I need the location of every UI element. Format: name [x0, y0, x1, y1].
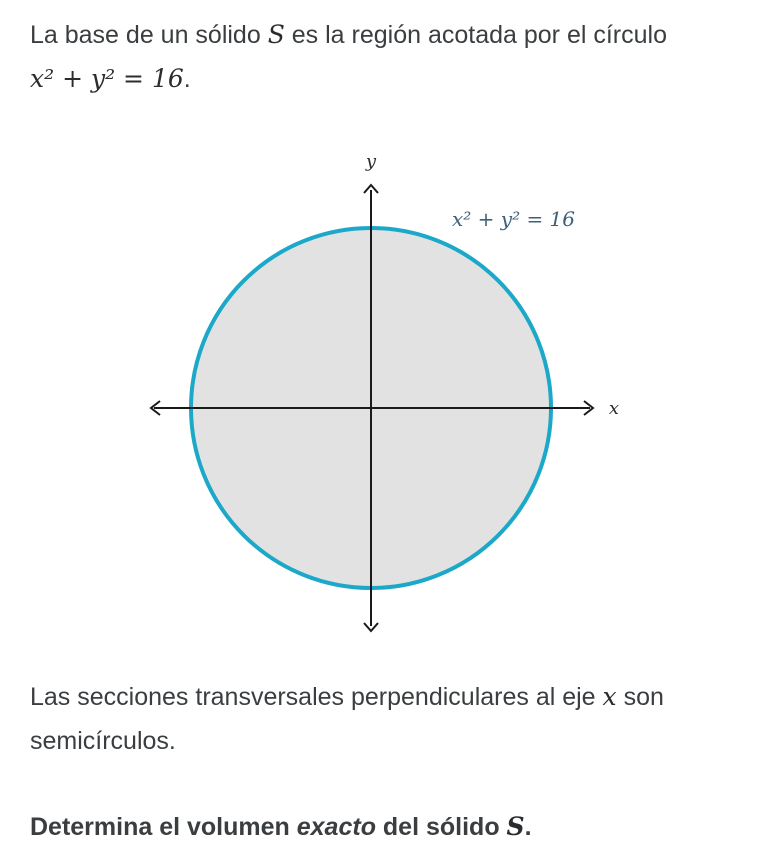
x-axis-label: x [608, 398, 620, 419]
intro-text-middle: es la región acotada por el círculo [284, 21, 667, 49]
curve-label: x² + y² = 16 [452, 207, 576, 231]
question-solid-symbol: S [506, 812, 525, 841]
question-emphasis: exacto [296, 813, 376, 841]
question-prompt [30, 805, 730, 849]
cross-section-statement [30, 675, 730, 763]
question-period: . [524, 813, 532, 841]
x-axis-symbol: x [602, 682, 617, 711]
intro-text-before: La base de un sólido [30, 21, 268, 49]
cross-text-before: Las secciones transversales perpendiculares al eje [30, 683, 603, 711]
solid-symbol: S [267, 20, 285, 49]
circle-equation: x² + y² = 16 [30, 64, 184, 93]
question-text-before: Determina el volumen [30, 813, 297, 841]
cross-text-after: son semicírculos. [30, 683, 664, 755]
y-axis-label: y [365, 151, 377, 172]
question-text-after: del sólido [375, 813, 507, 841]
intro-period: . [183, 65, 191, 93]
